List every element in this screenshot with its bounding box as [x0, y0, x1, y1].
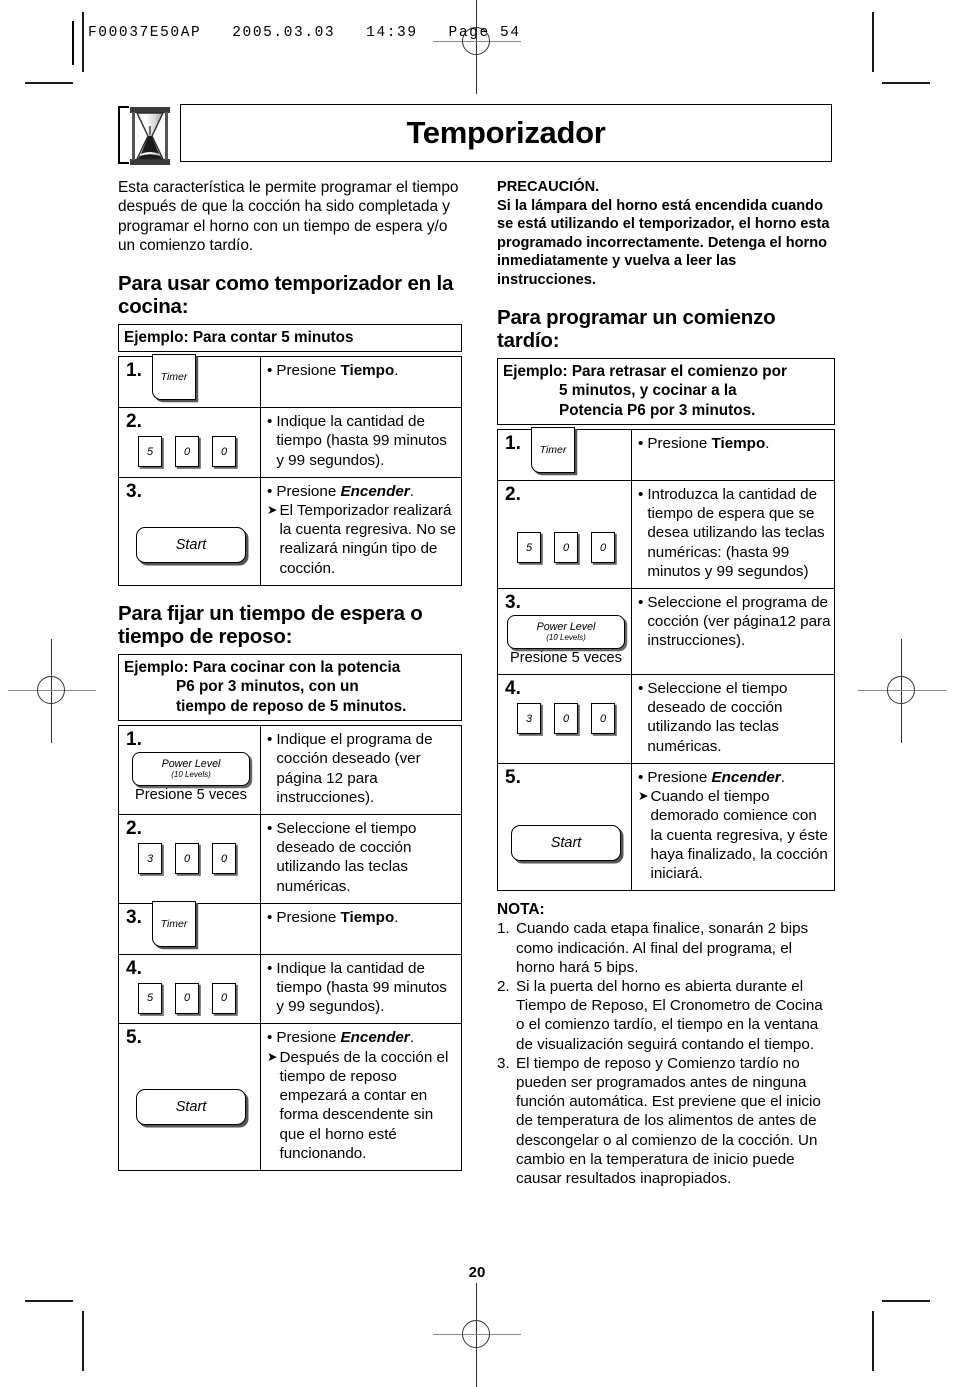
step-control-cell [119, 408, 261, 477]
subnote-text: Cuando el tiempo demorado comience con la cuenta regresiva, y éste haya finalizado, la cocción iniciará. [650, 788, 828, 882]
step-number: 3. [126, 906, 142, 928]
bullet-dot: • [267, 1029, 273, 1047]
step-control-cell [119, 904, 261, 954]
subnote-text: El Temporizador realizará la cuenta regresiva. No se realizará ningún tipo de cocción. [279, 501, 456, 577]
instruction-bullet [267, 959, 458, 1017]
registration-mark-bottom [447, 1305, 507, 1365]
step-control-cell [119, 815, 261, 903]
number-key[interactable]: 0 [554, 703, 578, 734]
step-control-cell [498, 675, 632, 763]
nota-title: NOTA: [497, 901, 545, 919]
number-key[interactable]: 3 [138, 843, 162, 874]
registration-mark-circle [887, 676, 915, 704]
step-control-cell [119, 478, 261, 585]
step-table-section2 [118, 725, 462, 1171]
step-instruction-cell [261, 815, 461, 903]
step-instruction-cell [261, 726, 461, 814]
instruction-bullet [267, 482, 458, 501]
example-line-1: Ejemplo: Para contar 5 minutos [124, 328, 354, 346]
instruction-bullet [638, 485, 831, 581]
instruction-bullet [267, 908, 458, 927]
list-item [497, 919, 835, 977]
table-row [119, 955, 461, 1025]
table-row [119, 904, 461, 955]
step-instruction-cell [632, 589, 834, 674]
bullet-dot: • [638, 680, 644, 698]
instruction-bullet [638, 768, 831, 787]
step-control-cell [498, 589, 632, 674]
nota-item-text: Cuando cada etapa finalice, sonarán 2 bips como indicación. Al final del programa, el horno hará 5 bips. [516, 920, 809, 976]
crop-mark-top-right-horizontal [882, 82, 930, 84]
nota-item-text: Si la puerta del horno es abierta durante el Tiempo de Reposo, El Cronometro de Cocina o el comienzo tardío, el tiempo en la ventana de visualización seguirá contando el tiempo. [516, 977, 823, 1053]
registration-mark-right [872, 661, 932, 721]
press-count-label: Presione 5 veces [510, 650, 622, 667]
table-row [119, 815, 461, 904]
instruction-text: Presione Tiempo. [276, 908, 399, 926]
step-number: 3. [505, 592, 521, 614]
nota-item-text: El tiempo de reposo y Comienzo tardío no pueden ser programados antes de ninguna función automática. Est previene que el inicio de temperatura de los alimentos de antes de descongelar o al comienzo de la cocción. Un cambio en la temperatura de inicio puede causar resultados inapropiados. [516, 1054, 821, 1187]
start-key-icon[interactable]: Start [136, 1089, 246, 1125]
timer-key-icon[interactable]: Timer [152, 354, 196, 400]
step-instruction-cell [261, 904, 461, 954]
nota-item-number: 2. [497, 977, 510, 995]
step-number: 5. [505, 766, 521, 788]
step-control-cell [119, 726, 261, 814]
power-level-key-icon[interactable] [507, 615, 625, 649]
section-heading-standing-time: Para fijar un tiempo de espera o tiempo de reposo: [118, 601, 423, 648]
table-row [119, 726, 461, 815]
number-key[interactable]: 0 [212, 983, 236, 1014]
number-keypad [517, 703, 627, 734]
number-key[interactable]: 0 [591, 532, 615, 563]
step-number: 1. [126, 729, 142, 751]
start-key-icon[interactable]: Start [511, 825, 621, 861]
instruction-text: Introduzca la cantidad de tiempo de espera que se desea utilizando las teclas numéricas: (hasta 99 minutos y 99 segundos) [647, 486, 825, 580]
instruction-bullet [638, 679, 831, 756]
registration-mark-left [22, 661, 82, 721]
left-column [118, 178, 462, 1171]
crop-mark-bottom-right-vertical [872, 1311, 874, 1371]
instruction-bullet [267, 819, 458, 896]
crop-mark-bottom-right-horizontal [882, 1300, 930, 1302]
number-keypad [138, 843, 256, 874]
step-control-cell [119, 1024, 261, 1169]
bullet-dot: • [267, 908, 273, 926]
print-header-text: F00037E50AP 2005.03.03 14:39 Page 54 [88, 25, 521, 41]
number-key[interactable]: 0 [554, 532, 578, 563]
instruction-subnote [267, 501, 458, 578]
instruction-text: Presione Encender. [276, 482, 414, 500]
bullet-dot: • [267, 820, 273, 838]
example-line-2: 5 minutos, y cocinar a la [559, 382, 737, 400]
number-keypad [138, 436, 256, 467]
list-item [497, 1054, 835, 1188]
arrow-icon: ➤ [267, 1049, 278, 1064]
power-level-label: Power Level [536, 621, 596, 634]
instruction-subnote [638, 787, 831, 883]
example-line-1: Ejemplo: Para cocinar con la potencia [124, 658, 401, 676]
instruction-bullet [638, 434, 831, 453]
number-key[interactable]: 3 [517, 703, 541, 734]
timer-key-icon[interactable]: Timer [152, 901, 196, 947]
power-level-label: Power Level [161, 758, 221, 771]
instruction-text: Indique el programa de cocción deseado (ver página 12 para instrucciones). [276, 731, 433, 806]
page-title-box [180, 104, 832, 162]
power-level-sublabel: (10 Levels) [546, 632, 586, 642]
number-key[interactable]: 0 [175, 843, 199, 874]
instruction-text: Indique la cantidad de tiempo (hasta 99 minutos y 99 segundos). [276, 413, 447, 469]
number-key[interactable]: 0 [175, 436, 199, 467]
instruction-text: Seleccione el tiempo deseado de cocción utilizando las teclas numéricas. [276, 820, 417, 895]
step-control-cell [119, 955, 261, 1024]
step-number: 3. [126, 480, 142, 502]
title-bracket [118, 106, 129, 164]
nota-section [497, 900, 835, 1188]
power-level-sublabel: (10 Levels) [171, 769, 211, 779]
number-keypad [517, 532, 627, 563]
instruction-text: Seleccione el programa de cocción (ver página12 para instrucciones). [647, 594, 831, 650]
step-control-cell [498, 430, 632, 480]
step-instruction-cell [261, 478, 461, 585]
bullet-dot: • [638, 486, 644, 504]
example-line-2: P6 por 3 minutos, con un [176, 678, 359, 696]
step-number: 4. [126, 957, 142, 979]
number-key[interactable]: 5 [517, 532, 541, 563]
number-keypad [138, 983, 256, 1014]
instruction-subnote [267, 1048, 458, 1163]
print-header [72, 21, 521, 65]
number-key[interactable]: 0 [591, 703, 615, 734]
step-table-section3 [497, 429, 835, 891]
bullet-dot: • [267, 482, 273, 500]
instruction-bullet [267, 412, 458, 470]
instruction-bullet [267, 361, 458, 380]
bullet-dot: • [267, 413, 273, 431]
instruction-text: Presione Encender. [647, 768, 785, 786]
page-number: 20 [468, 1264, 486, 1281]
instruction-bullet [267, 1028, 458, 1047]
caution-heading: PRECAUCIÓN. [497, 179, 600, 195]
page-title-row [118, 104, 832, 162]
step-control-cell [498, 764, 632, 890]
timer-key-icon[interactable]: Timer [531, 427, 575, 473]
step-instruction-cell [632, 675, 834, 763]
step-number: 1. [505, 433, 521, 455]
arrow-icon: ➤ [638, 789, 649, 804]
hourglass-icon [118, 102, 182, 168]
step-number: 2. [126, 818, 142, 840]
bullet-dot: • [638, 768, 644, 786]
crop-mark-bottom-left-vertical [82, 1311, 84, 1371]
right-column [497, 178, 835, 1188]
table-row [119, 1024, 461, 1169]
instruction-text: Seleccione el tiempo deseado de cocción utilizando las teclas numéricas. [647, 680, 788, 755]
step-instruction-cell [261, 357, 461, 407]
example-line-3: Potencia P6 por 3 minutos. [559, 401, 756, 419]
example-banner-section3 [497, 358, 835, 426]
step-instruction-cell [261, 408, 461, 477]
step-instruction-cell [261, 955, 461, 1024]
example-banner-section2 [118, 654, 462, 722]
instruction-bullet [267, 730, 458, 807]
caution-body: Si la lámpara del horno está encendida cuando se está utilizando el temporizador, el horno esta programado incorrectamente. Detenga el horno inmediatamente y vuelva a leer las instrucciones. [497, 197, 830, 288]
step-number: 1. [126, 360, 142, 382]
example-banner-section1 [118, 324, 462, 353]
print-header-rule [72, 21, 74, 65]
instruction-text: Presione Tiempo. [276, 362, 399, 380]
step-instruction-cell [632, 481, 834, 588]
table-row [498, 675, 834, 764]
section-heading-kitchen-timer: Para usar como temporizador en la cocina: [118, 271, 454, 318]
step-number: 2. [505, 484, 521, 506]
step-table-section1 [118, 356, 462, 586]
example-line-3: tiempo de reposo de 5 minutos. [176, 697, 407, 715]
number-key[interactable]: 5 [138, 436, 162, 467]
step-number: 2. [126, 411, 142, 433]
step-instruction-cell [632, 430, 834, 480]
number-key[interactable]: 5 [138, 983, 162, 1014]
subnote-text: Después de la cocción el tiempo de reposo empezará a contar en forma descendente sin que el horno esté funcionando. [279, 1048, 449, 1162]
crop-mark-top-left-horizontal [25, 82, 73, 84]
table-row [498, 481, 834, 589]
table-row [498, 589, 834, 675]
page-title: Temporizador [406, 115, 606, 150]
instruction-text: Presione Tiempo. [647, 435, 770, 453]
number-key[interactable]: 0 [212, 436, 236, 467]
list-item [497, 977, 835, 1054]
step-instruction-cell [261, 1024, 461, 1169]
instruction-bullet [638, 593, 831, 651]
step-instruction-cell [632, 764, 834, 890]
crop-mark-top-right-vertical [872, 12, 874, 72]
step-number: 5. [126, 1027, 142, 1049]
table-row [119, 478, 461, 585]
bullet-dot: • [267, 959, 273, 977]
instruction-text: Indique la cantidad de tiempo (hasta 99 minutos y 99 segundos). [276, 959, 447, 1016]
crop-mark-bottom-left-horizontal [25, 1300, 73, 1302]
table-row [119, 357, 461, 408]
power-level-key-icon[interactable] [132, 752, 250, 786]
number-key[interactable]: 0 [212, 843, 236, 874]
bullet-dot: • [638, 594, 644, 612]
table-row [498, 430, 834, 481]
number-key[interactable]: 0 [175, 983, 199, 1014]
table-row [498, 764, 834, 890]
press-count-label: Presione 5 veces [135, 787, 247, 804]
step-number: 4. [505, 678, 521, 700]
caution-paragraph [497, 178, 835, 290]
nota-item-number: 1. [497, 920, 510, 938]
registration-mark-circle [37, 676, 65, 704]
table-row [119, 408, 461, 478]
arrow-icon: ➤ [267, 502, 278, 517]
instruction-text: Presione Encender. [276, 1029, 414, 1047]
bullet-dot: • [267, 362, 273, 380]
nota-item-number: 3. [497, 1054, 510, 1072]
start-key-icon[interactable]: Start [136, 527, 246, 563]
registration-mark-circle [462, 1320, 490, 1348]
section-heading-delayed-start: Para programar un comienzo tardío: [497, 305, 776, 352]
step-control-cell [119, 357, 261, 407]
bullet-dot: • [638, 435, 644, 453]
intro-paragraph: Esta característica le permite programar el tiempo después de que la cocción ha sido completada y programar el horno con un tiempo de espera y/o un comienzo tardío. [118, 179, 459, 255]
example-line-1: Ejemplo: Para retrasar el comienzo por [503, 362, 787, 380]
bullet-dot: • [267, 731, 273, 749]
step-control-cell [498, 481, 632, 588]
